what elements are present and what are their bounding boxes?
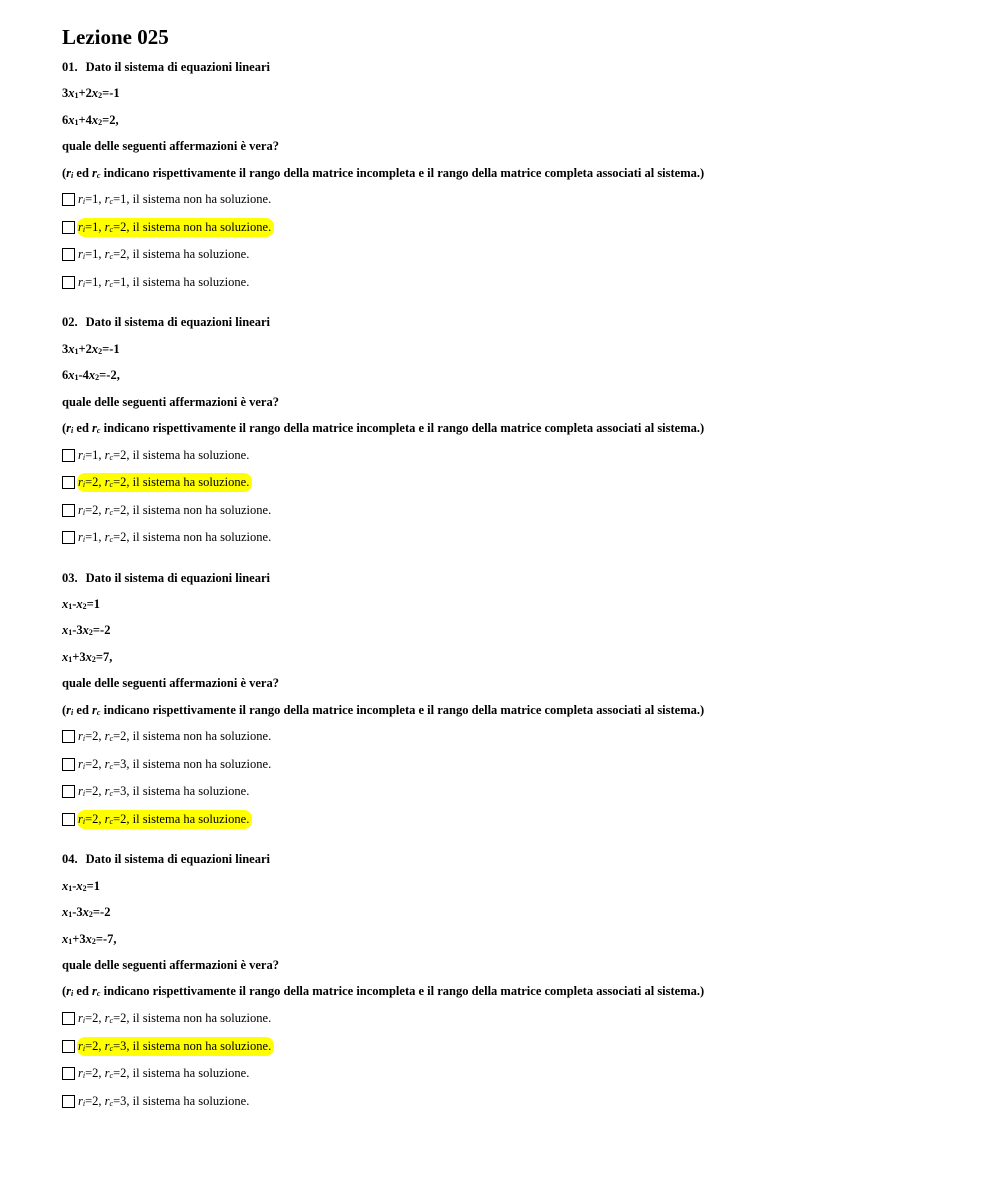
correct-answer-text: $r_i=2$, $r_c=3$, il sistema non ha soluzione. [77,1037,274,1056]
rank-complete-value: 2 [120,475,127,490]
question-line: $3x_1+2x_2=-1$ [62,341,120,356]
answer-statement: , il sistema ha soluzione. [126,475,250,490]
question-03 [62,565,962,834]
answer-option[interactable] [62,1060,962,1088]
rank-incomplete-value: 2 [92,784,99,799]
rank-complete-value: 2 [120,219,127,234]
rank-complete-value: 2 [120,530,127,545]
answer-option[interactable] [62,778,962,806]
answer-checkbox[interactable] [62,531,75,544]
question-line: quale delle seguenti affermazioni è vera? [62,957,279,972]
answer-checkbox[interactable] [62,785,75,798]
question-line: quale delle seguenti affermazioni è vera? [62,394,279,409]
answer-checkbox[interactable] [62,276,75,289]
answer-statement: , il sistema ha soluzione. [126,784,250,799]
answer-statement: , il sistema non ha soluzione. [126,530,272,545]
question-list [62,54,962,1115]
answer-option[interactable] [62,1032,962,1060]
question-line: ($r_i$ ed $r_c$ indicano rispettivamente il rango della matrice incompleta e il rango della matrice completa associati al sistema.) [62,702,705,717]
rank-incomplete-value: 1 [92,219,99,234]
answer-statement: , il sistema ha soluzione. [126,1066,250,1081]
answer-option[interactable] [62,1088,962,1116]
answer-checkbox[interactable] [62,1067,75,1080]
question-text: Dato il sistema di equazioni lineari [85,315,270,330]
rank-complete-value: 2 [120,247,127,262]
answer-statement: , il sistema non ha soluzione. [126,729,272,744]
answer-option[interactable] [62,496,962,524]
question-line: $x_1-3x_2=-2$ [62,623,111,638]
answer-statement: , il sistema non ha soluzione. [126,1011,272,1026]
page-title: Lezione 025 [62,25,169,49]
rank-complete-value: 1 [120,192,127,207]
rank-incomplete-value: 1 [92,530,99,545]
answer-option[interactable] [62,186,962,214]
answer-checkbox[interactable] [62,730,75,743]
rank-complete-value: 2 [120,1011,127,1026]
answer-statement: , il sistema non ha soluzione. [126,192,272,207]
rank-incomplete-value: 2 [92,812,99,827]
answer-text: $r_i=2$, $r_c=2$, il sistema non ha soluzione. [78,502,272,517]
answer-checkbox[interactable] [62,221,75,234]
answer-option[interactable] [62,806,962,834]
question-line: $6x_1+4x_2=2$, [62,112,119,127]
answer-statement: , il sistema ha soluzione. [126,1093,250,1108]
question-line: quale delle seguenti affermazioni è vera? [62,676,279,691]
answer-checkbox[interactable] [62,813,75,826]
answer-option[interactable] [62,751,962,779]
answer-checkbox[interactable] [62,193,75,206]
document-page [62,24,962,1115]
rank-incomplete-value: 1 [92,447,99,462]
answer-text: $r_i=2$, $r_c=2$, il sistema ha soluzione. [78,1066,250,1081]
question-01 [62,54,962,296]
question-prompt [62,309,962,335]
rank-complete-value: 3 [120,756,127,771]
question-04 [62,846,962,1115]
answer-checkbox[interactable] [62,504,75,517]
answer-checkbox[interactable] [62,1095,75,1108]
answer-text: $r_i=1$, $r_c=2$, il sistema ha soluzione. [78,247,250,262]
answer-statement: , il sistema non ha soluzione. [126,502,272,517]
rank-incomplete-value: 1 [92,192,99,207]
rank-complete-value: 2 [120,502,127,517]
question-02 [62,309,962,551]
answer-text: $r_i=1$, $r_c=2$, il sistema non ha soluzione. [78,530,272,545]
rank-complete-value: 1 [120,275,127,290]
answer-option[interactable] [62,1005,962,1033]
question-prompt [62,565,962,591]
rank-complete-value: 3 [120,784,127,799]
answer-checkbox[interactable] [62,248,75,261]
question-line: $6x_1-4x_2=-2$, [62,368,120,383]
rank-incomplete-value: 2 [92,729,99,744]
question-text: Dato il sistema di equazioni lineari [85,852,270,867]
answer-statement: , il sistema non ha soluzione. [126,756,272,771]
question-number: 03. [62,570,78,585]
answer-text: $r_i=2$, $r_c=3$, il sistema ha soluzione. [78,1093,250,1108]
correct-answer-text: $r_i=2$, $r_c=2$, il sistema ha soluzione. [77,810,252,829]
rank-incomplete-value: 2 [92,502,99,517]
rank-complete-value: 3 [120,1038,127,1053]
rank-complete-value: 2 [120,1066,127,1081]
answer-checkbox[interactable] [62,476,75,489]
answer-statement: , il sistema ha soluzione. [126,812,250,827]
question-spacer [62,833,962,846]
question-prompt [62,846,962,872]
question-line: ($r_i$ ed $r_c$ indicano rispettivamente il rango della matrice incompleta e il rango della matrice completa associati al sistema.) [62,165,705,180]
question-prompt [62,54,962,80]
question-line: $x_1+3x_2=-7$, [62,931,117,946]
question-line: $x_1-3x_2=-2$ [62,905,111,920]
answer-statement: , il sistema ha soluzione. [126,275,250,290]
answer-option[interactable] [62,723,962,751]
answer-option[interactable] [62,241,962,269]
rank-incomplete-value: 2 [92,1093,99,1108]
rank-complete-value: 2 [120,812,127,827]
answer-text: $r_i=2$, $r_c=2$, il sistema non ha soluzione. [78,1011,272,1026]
question-spacer [62,552,962,565]
answer-statement: , il sistema non ha soluzione. [126,1038,272,1053]
answer-option[interactable] [62,524,962,552]
rank-incomplete-value: 2 [92,1038,99,1053]
answer-text: $r_i=1$, $r_c=1$, il sistema ha soluzione. [78,275,250,290]
answer-checkbox[interactable] [62,1012,75,1025]
question-line: $x_1-x_2=1$ [62,878,101,893]
answer-text: $r_i=1$, $r_c=1$, il sistema non ha soluzione. [78,192,272,207]
correct-answer-text: $r_i=2$, $r_c=2$, il sistema ha soluzione. [77,473,252,492]
answer-option[interactable] [62,441,962,469]
question-line: ($r_i$ ed $r_c$ indicano rispettivamente il rango della matrice incompleta e il rango della matrice completa associati al sistema.) [62,984,705,999]
rank-incomplete-value: 2 [92,756,99,771]
answer-option[interactable] [62,469,962,497]
answer-text: $r_i=2$, $r_c=2$, il sistema non ha soluzione. [78,729,272,744]
answer-text: $r_i=2$, $r_c=3$, il sistema ha soluzione. [78,784,250,799]
answer-checkbox[interactable] [62,449,75,462]
question-number: 02. [62,315,78,330]
rank-complete-value: 2 [120,447,127,462]
answer-text: $r_i=2$, $r_c=3$, il sistema non ha soluzione. [78,756,272,771]
answer-statement: , il sistema non ha soluzione. [126,219,272,234]
question-line: $3x_1+2x_2=-1$ [62,86,120,101]
question-number: 01. [62,60,78,74]
rank-incomplete-value: 1 [92,247,99,262]
question-text: Dato il sistema di equazioni lineari [85,570,270,585]
rank-incomplete-value: 1 [92,275,99,290]
answer-statement: , il sistema ha soluzione. [126,447,250,462]
question-spacer [62,296,962,309]
answer-checkbox[interactable] [62,758,75,771]
answer-option[interactable] [62,269,962,297]
question-number: 04. [62,852,78,867]
rank-incomplete-value: 2 [92,1011,99,1026]
question-line: quale delle seguenti affermazioni è vera? [62,139,279,154]
question-text: Dato il sistema di equazioni lineari [85,60,270,74]
question-line: $x_1+3x_2=7$, [62,649,113,664]
rank-incomplete-value: 2 [92,475,99,490]
answer-option[interactable] [62,214,962,242]
correct-answer-text: $r_i=1$, $r_c=2$, il sistema non ha soluzione. [77,218,274,237]
question-line: ($r_i$ ed $r_c$ indicano rispettivamente il rango della matrice incompleta e il rango della matrice completa associati al sistema.) [62,420,705,435]
rank-incomplete-value: 2 [92,1066,99,1081]
answer-statement: , il sistema ha soluzione. [126,247,250,262]
answer-checkbox[interactable] [62,1040,75,1053]
rank-complete-value: 3 [120,1093,127,1108]
question-line: $x_1-x_2=1$ [62,597,101,612]
rank-complete-value: 2 [120,729,127,744]
answer-text: $r_i=1$, $r_c=2$, il sistema ha soluzione. [78,447,250,462]
